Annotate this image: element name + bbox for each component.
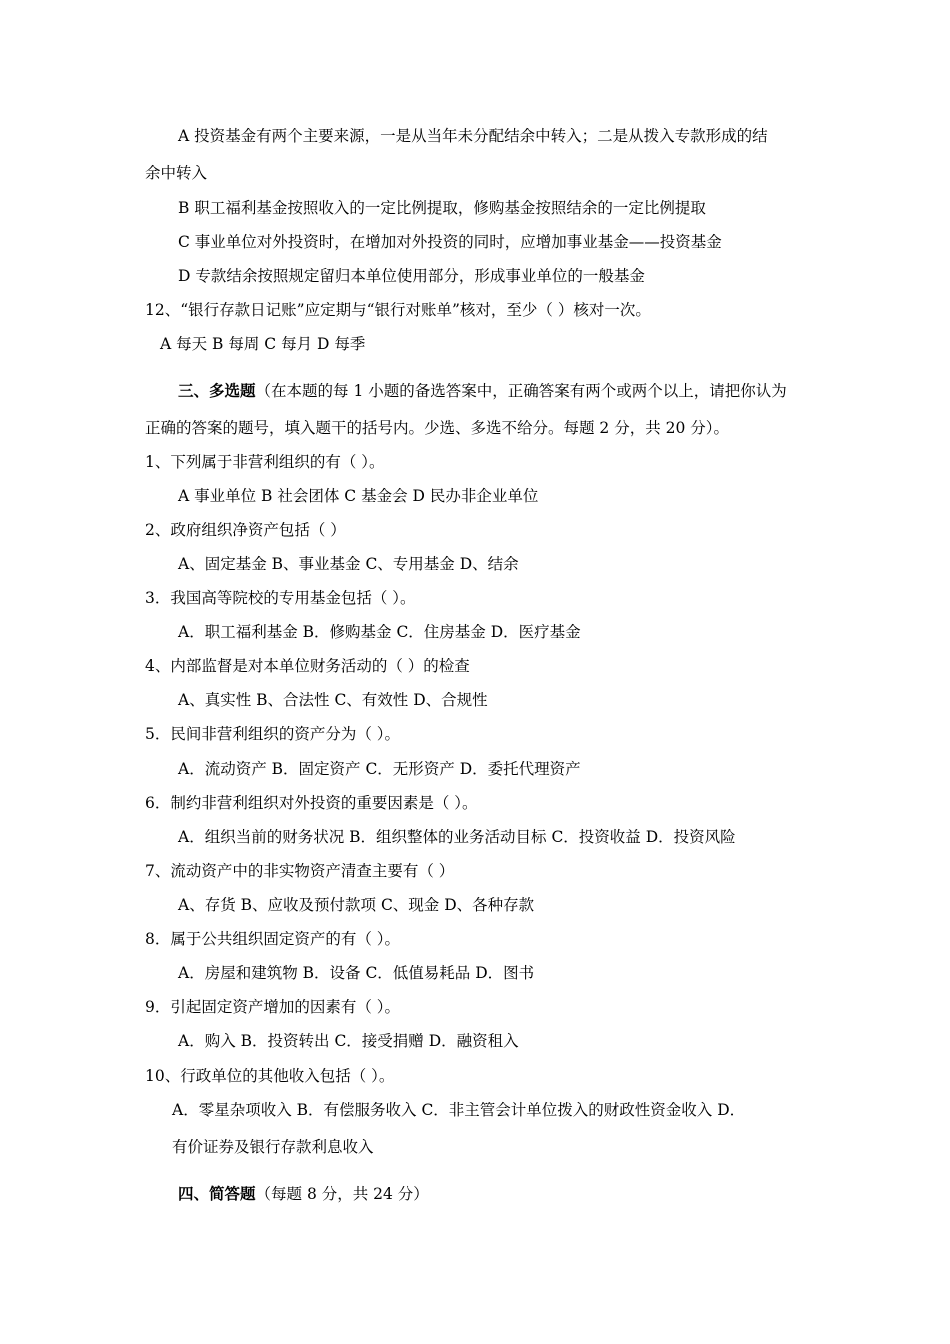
mc-question-7: 7、流动资产中的非实物资产清查主要有（ ）	[145, 862, 455, 880]
mc-options-4: A、真实性 B、合法性 C、有效性 D、合规性	[178, 691, 488, 709]
mc-options-2: A、固定基金 B、事业基金 C、专用基金 D、结余	[178, 555, 519, 573]
q11-option-a-line2: 余中转入	[145, 164, 208, 182]
section3-instructions-line2: 正确的答案的题号，填入题干的括号内。少选、多选不给分。每题 2 分，共 20 分）。	[145, 419, 730, 437]
mc-options-10-line2: 有价证券及银行存款利息收入	[172, 1138, 374, 1156]
section3-instructions-line1: （在本题的每 1 小题的备选答案中，正确答案有两个或两个以上，请把你认为	[255, 382, 787, 400]
section4-note: （每题 8 分，共 24 分）	[255, 1185, 429, 1203]
mc-options-7: A、存货 B、应收及预付款项 C、现金 D、各种存款	[178, 896, 535, 914]
mc-question-3: 3．我国高等院校的专用基金包括（ ）。	[145, 589, 416, 607]
mc-options-8: A．房屋和建筑物 B．设备 C．低值易耗品 D．图书	[178, 964, 535, 982]
mc-question-8: 8．属于公共组织固定资产的有（ ）。	[145, 930, 401, 948]
mc-question-1: 1、下列属于非营利组织的有（ ）。	[145, 453, 385, 471]
mc-question-6: 6．制约非营利组织对外投资的重要因素是（ ）。	[145, 794, 478, 812]
mc-question-4: 4、内部监督是对本单位财务活动的（ ）的检查	[145, 657, 470, 675]
mc-question-9: 9．引起固定资产增加的因素有（ ）。	[145, 998, 401, 1016]
mc-question-10: 10、行政单位的其他收入包括（ ）。	[145, 1067, 395, 1085]
q11-option-d: D 专款结余按照规定留归本单位使用部分，形成事业单位的一般基金	[178, 267, 645, 285]
q11-option-c: C 事业单位对外投资时，在增加对外投资的同时，应增加事业基金——投资基金	[178, 233, 722, 251]
mc-question-5: 5．民间非营利组织的资产分为（ ）。	[145, 725, 401, 743]
section4-heading	[178, 1184, 429, 1204]
q11-option-b: B 职工福利基金按照收入的一定比例提取，修购基金按照结余的一定比例提取	[178, 199, 706, 217]
mc-options-6: A．组织当前的财务状况 B．组织整体的业务活动目标 C．投资收益 D．投资风险	[178, 828, 736, 846]
mc-options-1: A 事业单位 B 社会团体 C 基金会 D 民办非企业单位	[178, 487, 539, 505]
q11-option-a-line1: A 投资基金有两个主要来源，一是从当年未分配结余中转入；二是从拨入专款形成的结	[178, 127, 768, 145]
mc-options-9: A．购入 B．投资转出 C．接受捐赠 D．融资租入	[178, 1032, 519, 1050]
section3-label: 三、多选题	[178, 381, 256, 400]
q12-options: A 每天 B 每周 C 每月 D 每季	[160, 335, 366, 353]
mc-options-5: A．流动资产 B．固定资产 C．无形资产 D．委托代理资产	[178, 760, 581, 778]
mc-question-2: 2、政府组织净资产包括（ ）	[145, 521, 346, 539]
section3-heading	[178, 381, 787, 401]
section4-label: 四、简答题	[178, 1184, 256, 1203]
mc-options-3: A．职工福利基金 B．修购基金 C．住房基金 D．医疗基金	[178, 623, 581, 641]
mc-options-10-line1: A．零星杂项收入 B．有偿服务收入 C．非主管会计单位拨入的财政性资金收入 D．	[172, 1101, 746, 1119]
q12-question: 12、“银行存款日记账”应定期与“银行对账单”核对，至少（ ）核对一次。	[145, 301, 651, 319]
